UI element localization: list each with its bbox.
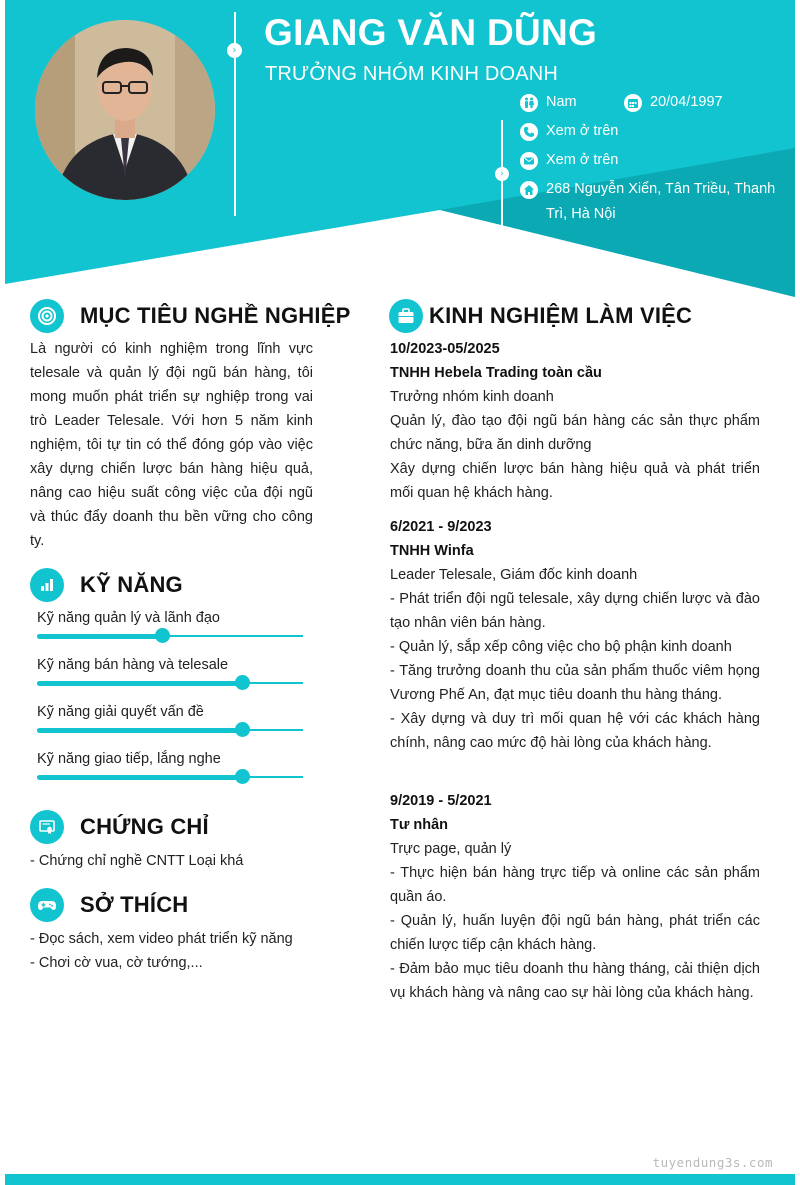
skill-level-knob: [235, 769, 250, 784]
skill-name: Kỹ năng bán hàng và telesale: [37, 657, 229, 673]
experience-item: [390, 515, 760, 755]
experience-detail: - Xây dựng và duy trì mối quan hệ với các khách hàng chính, nâng cao mức độ hài lòng của khách hàng.: [390, 711, 760, 751]
skill-item: [37, 610, 303, 637]
candidate-name: GIANG VĂN DŨNG: [264, 12, 598, 53]
experience-title: KINH NGHIỆM LÀM VIỆC: [429, 303, 693, 328]
avatar: [35, 20, 215, 200]
hobby-item: - Đọc sách, xem video phát triển kỹ năng: [30, 931, 293, 947]
skill-name: Kỹ năng giải quyết vấn đề: [37, 704, 204, 720]
skill-bar-fill: [37, 681, 242, 686]
address-row: [520, 181, 782, 227]
phone-row: [520, 123, 618, 141]
experience-heading: [389, 299, 692, 333]
experience-period: 9/2019 - 5/2021: [390, 793, 492, 809]
experience-period: 10/2023-05/2025: [390, 341, 500, 357]
candidate-role: TRƯỞNG NHÓM KINH DOANH: [265, 63, 559, 85]
email-value: Xem ở trên: [546, 152, 619, 168]
briefcase-icon: [389, 299, 423, 333]
experience-detail: - Thực hiện bán hàng trực tiếp và online các sản phẩm quần áo.: [390, 865, 760, 905]
hobby-list: [30, 927, 313, 975]
dob-value: 20/04/1997: [650, 94, 723, 110]
skill-bar: [37, 682, 303, 684]
gender-row: [520, 94, 577, 112]
gender-value: Nam: [546, 94, 577, 110]
certificates-heading: [30, 810, 209, 844]
skill-bar: [37, 729, 303, 731]
skill-item: [37, 704, 303, 731]
avatar-photo: [35, 20, 215, 200]
skill-bar-fill: [37, 728, 242, 733]
gender-icon: [520, 94, 538, 112]
experience-detail: - Quản lý, sắp xếp công việc cho bộ phận kinh doanh: [390, 639, 732, 655]
home-icon: [520, 181, 538, 199]
hobbies-heading: [30, 888, 188, 922]
skills-title: KỸ NĂNG: [80, 572, 183, 597]
skill-level-knob: [235, 675, 250, 690]
email-row: [520, 152, 618, 170]
experience-company: TNHH Winfa: [390, 543, 474, 559]
experience-item: [390, 789, 760, 1005]
experience-detail: - Tăng trưởng doanh thu của sản phẩm thuốc viêm họng Vương Phế An, đạt mục tiêu doanh thu hàng tháng.: [390, 663, 760, 703]
skill-name: Kỹ năng giao tiếp, lắng nghe: [37, 751, 221, 767]
chevron-right-icon: ›: [227, 43, 242, 58]
experience-detail: Xây dựng chiến lược bán hàng hiệu quả và phát triển mối quan hệ khách hàng.: [390, 461, 760, 501]
experience-detail: - Phát triển đội ngũ telesale, xây dựng chiến lược và đào tạo nhân viên bán hàng.: [390, 591, 760, 631]
bar-chart-icon: [30, 568, 64, 602]
calendar-icon: [624, 94, 642, 112]
skill-bar-fill: [37, 634, 162, 639]
experience-detail: - Đảm bảo mục tiêu doanh thu hàng tháng, cải thiện dịch vụ khách hàng và nâng cao sự hài lòng của khách hàng.: [390, 961, 760, 1001]
objective-heading: [30, 299, 350, 333]
experience-position: Trưởng nhóm kinh doanh: [390, 389, 554, 405]
hobbies-title: SỞ THÍCH: [80, 892, 189, 917]
experience-position: Trực page, quản lý: [390, 841, 512, 857]
experience-company: Tư nhân: [390, 817, 449, 833]
target-icon: [30, 299, 64, 333]
skill-item: [37, 751, 303, 778]
objective-title: MỤC TIÊU NGHỀ NGHIỆP: [80, 303, 351, 328]
watermark: tuyendung3s.com: [652, 1155, 773, 1170]
objective-text: Là người có kinh nghiệm trong lĩnh vực telesale và quản lý đội ngũ bán hàng, tôi mong muốn phát triển sự nghiệp trong vai trò Leader Telesale. Với hơn 5 năm kinh nghiệm, tôi tự tin có thể đóng góp vào việc xây dựng chiến lược bán hàng hiệu quả, nâng cao hiệu suất công việc của đội ngũ và thúc đẩy doanh thu bền vững cho công ty.: [30, 341, 313, 549]
experience-position: Leader Telesale, Giám đốc kinh doanh: [390, 567, 638, 583]
skill-level-knob: [155, 628, 170, 643]
experience-period: 6/2021 - 9/2023: [390, 519, 492, 535]
dob-row: [624, 94, 723, 112]
skills-heading: [30, 568, 183, 602]
experience-detail: Quản lý, đào tạo đội ngũ bán hàng các sản thực phẩm chức năng, bữa ăn dinh dưỡng: [390, 413, 760, 453]
experience-company: TNHH Hebela Trading toàn cầu: [390, 365, 602, 381]
gamepad-icon: [30, 888, 64, 922]
certificate-icon: [30, 810, 64, 844]
hobby-item: - Chơi cờ vua, cờ tướng,...: [30, 955, 203, 971]
skill-bar-fill: [37, 775, 242, 780]
chevron-right-icon: ›: [495, 167, 509, 181]
phone-icon: [520, 123, 538, 141]
certificates-title: CHỨNG CHỈ: [80, 814, 209, 839]
address-value: 268 Nguyễn Xiển, Tân Triều, Thanh Trì, Hà Nội: [546, 181, 776, 222]
mail-icon: [520, 152, 538, 170]
certificate-item: - Chứng chỉ nghề CNTT Loại khá: [30, 853, 244, 869]
skill-name: Kỹ năng quản lý và lãnh đạo: [37, 610, 220, 626]
skill-level-knob: [235, 722, 250, 737]
experience-item: [390, 337, 760, 505]
skill-item: [37, 657, 303, 684]
skill-bar: [37, 635, 303, 637]
skill-bar: [37, 776, 303, 778]
phone-value: Xem ở trên: [546, 123, 619, 139]
experience-detail: - Quản lý, huấn luyện đội ngũ bán hàng, phát triển các chiến lược tiếp cận khách hàng.: [390, 913, 760, 953]
certificate-list: [30, 849, 313, 873]
footer-bar: [5, 1174, 795, 1185]
